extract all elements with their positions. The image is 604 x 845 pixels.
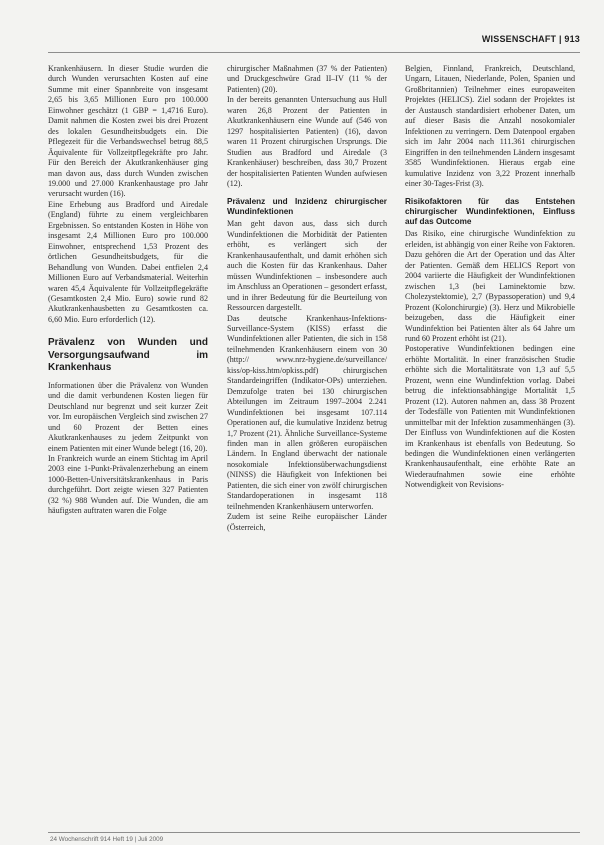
paragraph: Informationen über die Prävalenz von Wunden und die damit verbundenen Kosten liegen für Deutschland nur begrenzt und seit kurzer Zeit vor. Im europäischen Vergleich sind zwischen 27 und 60 Prozent der Betten eines Akutkrankenhauses zu jedem Zeitpunkt von einem Patienten mit einer Wunde belegt (16, 20). [48, 380, 208, 453]
paragraph: Zudem ist seine Reihe europäischer Länder (Österreich, [227, 512, 387, 532]
text-column-1 [48, 64, 208, 517]
paragraph: In der bereits genannten Untersuchung aus Hull waren 26,8 Prozent der Patienten in Akutkrankenhäusern eine Wunde auf (546 von 1297 hospitalisierten Patienten) (16), davon waren 11 Prozent chirurgischen Ursprungs. Die Studien aus Bradford und Airedale (3 Krankenhäuser) beschreiben, dass 30,7 Prozent der hospitalisierten Patienten Wunden aufwiesen (12). [227, 95, 387, 188]
section-heading: Risikofaktoren für das Entstehen chirurgischer Wundinfektionen, Einfluss auf das Outcome [405, 197, 575, 227]
section-heading: Prävalenz und Inzidenz chirurgischer Wundinfektionen [227, 197, 387, 217]
paragraph: chirurgischer Maßnahmen (37 % der Patienten) und Druckgeschwüre Grad II–IV (11 % der Patienten) (20). [227, 64, 387, 94]
paragraph: In Frankreich wurde an einem Stichtag im April 2003 eine 1-Punkt-Prävalenzerhebung an einem 1000-Betten-Universitätskrankenhaus in Paris durchgeführt. Dort zeigte wiesen 327 Patienten (32 %) 988 Wunden auf. Die Wunden, die am häufigsten auftraten waren die Folge [48, 454, 208, 516]
section-heading: Prävalenz von Wunden und Versorgungsaufwand im Krankenhaus [48, 337, 208, 374]
top-divider [48, 52, 580, 53]
text-column-2 [227, 64, 387, 533]
section-header: WISSENSCHAFT | 913 [481, 34, 580, 44]
paragraph: Krankenhäusern. In dieser Studie wurden die durch Wunden verursachten Kosten auf eine Summe mit einer Spannbreite von insgesamt 2,65 bis 3,65 Millionen Euro pro 100.000 Einwohner geschätzt (1 GBP = 1,4716 Euro). Damit nahmen die Kosten zwei bis drei Prozent des lokalen Gesundheitsbudgets ein. Die Pflegezeit für die Verbandswechsel betrug 88,5 Äquivalente für Vollzeitpflegekräfte pro Jahr. Für den Bereich der Akutkrankenhäuser ging man davon aus, dass durch Wunden zwischen 19.000 und 27.000 Krankenhaustage pro Jahr verursacht wurden (16). [48, 64, 208, 199]
bottom-divider [48, 832, 580, 833]
text-column-3 [405, 64, 575, 491]
paragraph: Das Risiko, eine chirurgische Wundinfektion zu erleiden, ist abhängig von einer Reihe von Faktoren. Dazu gehören die Art der Operation und das Alter der Patienten. Gemäß dem HELICS Report von 2004 variierte die Häufigkeit der Wundinfektionen zwischen 1,3 (bei Laminektomie bzw. Cholezystektomie), 2,7 (Bypassoperation) und 9,4 Prozent (Kolonchirurgie) (3). Herz und Mikrobielle beizugeben, dass die Häufigkeit einer Wundinfektion bei Patienten älter als 64 Jahre um rund 60 Prozent erhöht ist (21). [405, 229, 575, 343]
paragraph: Man geht davon aus, dass sich durch Wundinfektionen die Morbidität der Patienten erhöht, es verlängert sich der Krankenhausaufenthalt, und damit erhöhen sich auch die Kosten für das Krankenhaus. Daher müssen Wundinfektionen – insbesondere auch im Anschluss an Operationen – gesondert erfasst, und in ihrer Bedeutung für die Beurteilung von Ressourcen dargestellt. [227, 219, 387, 313]
paragraph: Eine Erhebung aus Bradford und Airedale (England) führte zu einem vergleichbaren Ergebnissen. So entstanden Kosten in Höhe von insgesamt 2,4 Millionen Euro pro 100.000 Einwohner, entsprechend 1,53 Prozent des örtlichen Gesundheitsbudgets, für die Behandlung von Wunden. Dabei entfielen 2,4 Millionen Euro auf Verbandsmaterial. Weiterhin waren 45,4 Äquivalente für Vollzeitpflegekräfte (Gesamtkosten 2,4 Mio. Euro) sowie rund 82 Akutkrankenhausbetten zu Gesamtkosten ca. 6,60 Mio. Euro erforderlich (12). [48, 199, 208, 324]
paragraph: Postoperative Wundinfektionen bedingen eine erhöhte Mortalität. In einer französischen Studie erhöhte sich die Mortalitätsrate von 1,3 auf 5,5 Prozent, wenn eine Wundinfektion vorlag. Dabei betrug die infektionsabhängige Mortalität 1,5 Prozent (12). Autoren nahmen an, dass 38 Prozent der Todesfälle von Patienten mit Wundinfektionen unmittelbar mit der Infektion zusammenhängen (3). Der Einfluss von Wundinfektionen auf die Kosten im Krankenhaus ist ebenfalls von Bedeutung. So bedingen die Wundinfektionen einen verlängerten Krankenhausaufenthalt, eine erhöhte Rate an Wiederaufnahmen sowie eine erhöhte Notwendigkeit von Revisions- [405, 344, 575, 490]
page-footer: 24 Wochenschrift 914 Heft 19 | Juli 2009 [50, 836, 164, 843]
paragraph: Belgien, Finnland, Frankreich, Deutschland, Ungarn, Litauen, Niederlande, Polen, Spanien und Großbritannien) Teilnehmer eines europaweiten Projektes (HELICS). Ziel sodann der Projektes ist der Austausch standardisiert erhobener Daten, um auf dieser Basis die Anzahl nosokomialer Infektionen zu verringern. Dem Datenpool ergaben sich im Jahr 2004 nach 111.361 chirurgischen Eingriffen in den teilnehmenden Ländern insgesamt 3585 Wundinfektionen. Hieraus ergab eine kumulative Inzidenz von 3,22 Prozent innerhalb einer 30-Tages-Frist (3). [405, 64, 575, 188]
paragraph: Das deutsche Krankenhaus-Infektions-Surveillance-System (KISS) erfasst die Wundinfektionen aller Patienten, die sich in 158 teilnehmenden Krankenhäusern einem von 30 (http:// www.nrz-hygiene.de/surveillance/ kiss/op-kiss.htm/opkiss.pdf) chirurgischen Standardeingriffen (Indikator-OPs) unterziehen. Demzufolge traten bei 130 chirurgischen Abteilungen im Zeitraum 1997–2004 2.241 Wundinfektionen bei insgesamt 107.114 Operationen auf, die kumulative Inzidenz betrug 1,7 Prozent (21). Ähnliche Surveillance-Systeme finden man in allen größeren europäischen Ländern. In England überwacht der nationale nosokomiale Infektionsüberwachungsdienst (NINSS) die Häufigkeit von Infektionen bei Patienten, die sich einer von zwölf chirurgischen Standardoperationen in insgesamt 118 teilnehmenden Krankenhäusern unterworfen. [227, 313, 387, 511]
